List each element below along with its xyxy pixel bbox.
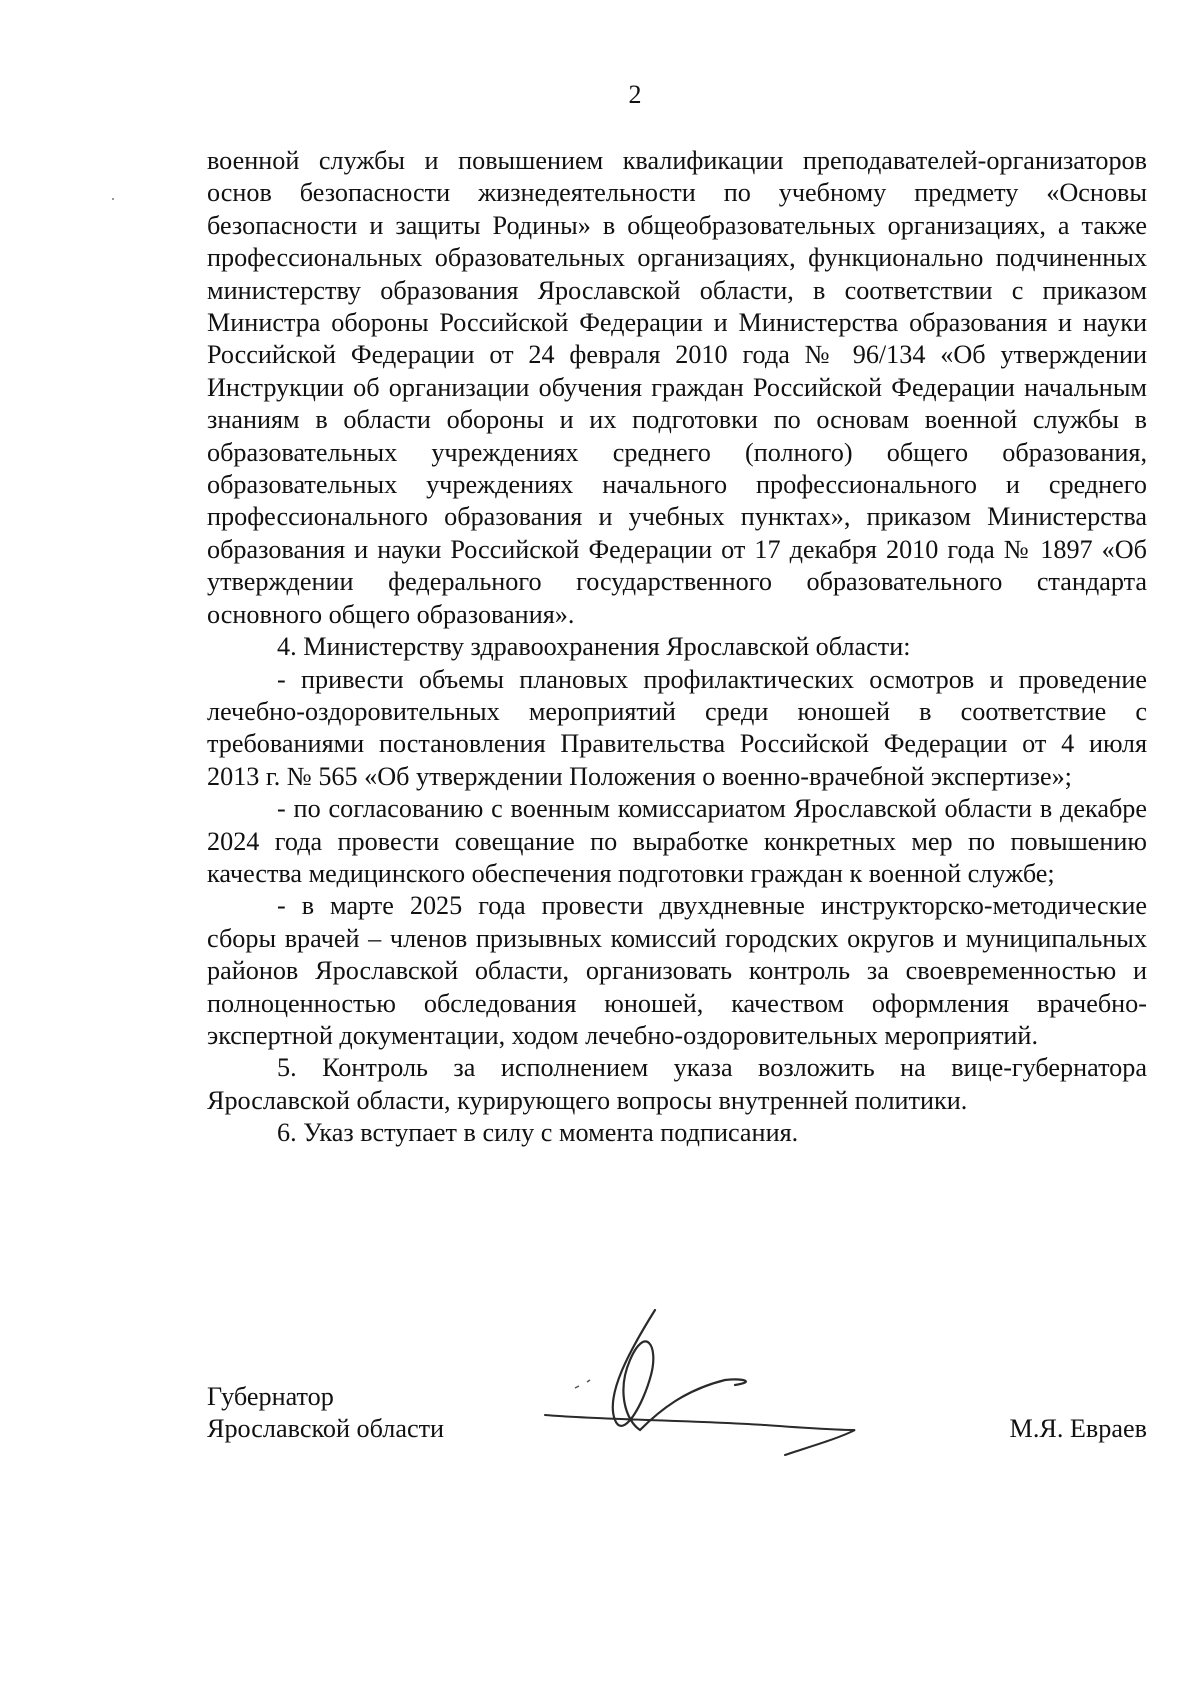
scan-speck [112,198,114,200]
paragraph-subitem-checkups: - привести объемы плановых профилактических осмотров и проведение лечебно-оздоровительных мероприятий среди юношей в соответствие с требованиями постановления Правительства Российской Федерации от 4 июля 2013 г. № 565 «Об утверждении Положения о военно-врачебной экспертизе»; [207,664,1147,791]
signatory-title [207,1381,444,1446]
page-number: 2 [628,80,642,109]
paragraph-item-6: 6. Указ вступает в силу с момента подписания. [277,1118,799,1148]
paragraph-subitem-meeting: - по согласованию с военным комиссариатом Ярославской области в декабре 2024 года провести совещание по выработке конкретных мер по повышению качества медицинского обеспечения подготовки граждан к военной службе; [207,794,1147,888]
signature-block [207,1381,1147,1451]
document-body [207,145,1147,1150]
paragraph-item-5: 5. Контроль за исполнением указа возложить на вице-губернатора Ярославской области, курирующего вопросы внутренней политики. [207,1053,1147,1115]
paragraph-subitem-training: - в марте 2025 года провести двухдневные инструкторско-методические сборы врачей – членов призывных комиссий городских округов и муниципальных районов Ярославской области, организовать контроль за своевременностью и полноценностью обследования юношей, качеством оформления врачебно-экспертной документации, ходом лечебно-оздоровительных мероприятий. [207,891,1147,1050]
signatory-title-line1: Губернатор [207,1382,334,1411]
paragraph-item-4: 4. Министерству здравоохранения Ярославской области: [277,632,911,662]
signatory-title-line2: Ярославской области [207,1414,445,1444]
paragraph-continuation: военной службы и повышением квалификации преподавателей-организаторов основ безопасности жизнедеятельности по учебному предмету «Основы безопасности и защиты Родины» в общеобразовательных организациях, а также профессиональных образовательных организациях, функционально подчиненных министерству образования Ярославской области, в соответствии с приказом Министра обороны Российской Федерации и Министерства образования и науки Российской Федерации от 24 февраля 2010 года № 96/134 «Об утверждении Инструкции об организации обучения граждан Российской Федерации начальным знаниям в области обороны и их подготовки по основам военной службы в образовательных учреждениях среднего (полного) общего образования, образовательных учреждениях начального профессионального и среднего профессионального образования и учебных пунктах», приказом Министерства образования и науки Российской Федерации от 17 декабря 2010 года № 1897 «Об утверждении федерального государственного образовательного стандарта основного общего образования». [207,146,1147,629]
signatory-name: М.Я. Евраев [1009,1414,1147,1443]
